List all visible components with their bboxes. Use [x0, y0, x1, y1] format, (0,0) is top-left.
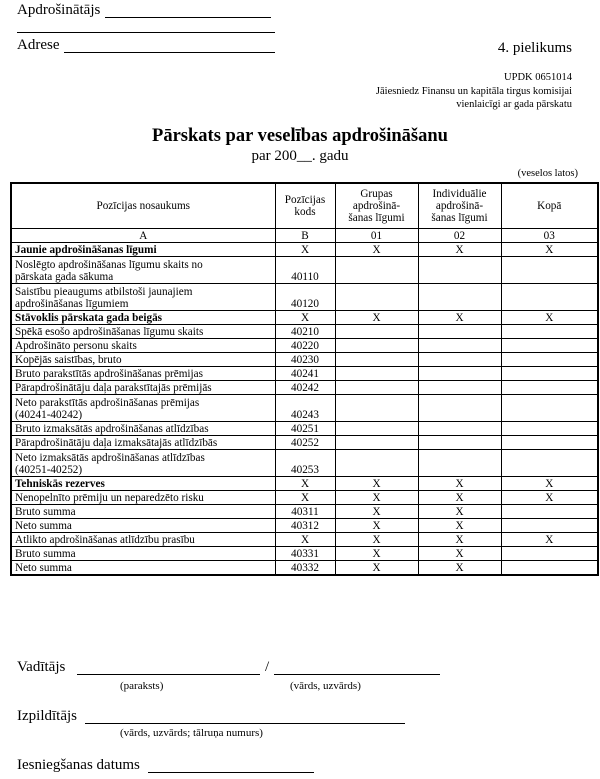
executor-field[interactable]	[85, 723, 405, 724]
table-row: Neto parakstītās apdrošināšanas prēmijas (40241-40242) 40243	[11, 395, 598, 422]
table-row: Stāvoklis pārskata gada beigās X X X X	[11, 311, 598, 325]
executor-caption: (vārds, uzvārds; tālruņa numurs)	[120, 727, 263, 739]
col-header-group: Grupas apdrošinā- šanas līgumi	[335, 183, 418, 229]
report-table	[10, 182, 599, 576]
address-label: Adrese	[17, 37, 60, 53]
table-row: Bruto izmaksātās apdrošināšanas atlīdzības 40251	[11, 422, 598, 436]
submit-note-2: vienlaicīgi ar gada pārskatu	[456, 99, 572, 110]
form-code: UPDK 0651014	[504, 72, 572, 83]
table-row: Noslēgto apdrošināšanas līgumu skaits no pārskata gada sākuma 40110	[11, 257, 598, 284]
slash-separator: /	[265, 659, 270, 675]
manager-name-field[interactable]	[274, 674, 440, 675]
table-row: Atlikto apdrošināšanas atlīdzību prasību X X X X	[11, 533, 598, 547]
table-row: Jaunie apdrošināšanas līgumi X X X X	[11, 243, 598, 257]
manager-label: Vadītājs	[17, 659, 66, 675]
date-field[interactable]	[148, 772, 314, 773]
table-row: Neto summa 40332 X X	[11, 561, 598, 576]
units-note: (veselos latos)	[517, 168, 578, 179]
table-row: Kopējās saistības, bruto 40230	[11, 353, 598, 367]
col-header-code: Pozīcijas kods	[275, 183, 335, 229]
col-header-individual: Individuālie apdrošinā- šanas līgumi	[418, 183, 501, 229]
date-label: Iesniegšanas datums	[17, 757, 140, 773]
table-row: Saistību pieaugums atbilstoši jaunajiem apdrošināšanas līgumiem 40120	[11, 284, 598, 311]
table-row: Bruto summa 40331 X X	[11, 547, 598, 561]
page-title: Pārskats par veselības apdrošināšanu	[152, 126, 448, 146]
table-row: Pārapdrošinātāju daļa izmaksātajās atlīdzībās 40252	[11, 436, 598, 450]
address-field[interactable]	[64, 52, 275, 53]
col-header-total: Kopā	[501, 183, 598, 229]
appendix-number: 4. pielikums	[497, 40, 572, 56]
signature-caption: (paraksts)	[120, 680, 164, 692]
submit-note-1: Jāiesniedz Finansu un kapitāla tirgus komisijai	[375, 86, 572, 97]
table-row: Bruto parakstītās apdrošināšanas prēmijas 40241	[11, 367, 598, 381]
table-row: Pārapdrošinātāju daļa parakstītajās prēmijās 40242	[11, 381, 598, 395]
col-header-name: Pozīcijas nosaukums	[11, 183, 275, 229]
insurer-field[interactable]	[105, 17, 271, 18]
table-row: Neto summa 40312 X X	[11, 519, 598, 533]
insurer-field-line-2[interactable]	[17, 32, 275, 33]
name-caption: (vārds, uzvārds)	[290, 680, 361, 692]
table-row: Bruto summa 40311 X X	[11, 505, 598, 519]
page-subtitle: par 200__. gadu	[251, 148, 349, 164]
column-letters-row: A B 01 02 03	[11, 229, 598, 243]
table-row: Spēkā esošo apdrošināšanas līgumu skaits 40210	[11, 325, 598, 339]
table-row: Nenopelnīto prēmiju un neparedzēto risku X X X X	[11, 491, 598, 505]
executor-label: Izpildītājs	[17, 708, 77, 724]
insurer-label: Apdrošinātājs	[17, 2, 101, 18]
table-row: Apdrošināto personu skaits 40220	[11, 339, 598, 353]
table-row: Neto izmaksātās apdrošināšanas atlīdzības (40251-40252) 40253	[11, 450, 598, 477]
table-row: Tehniskās rezerves X X X X	[11, 477, 598, 491]
manager-signature-field[interactable]	[77, 674, 260, 675]
